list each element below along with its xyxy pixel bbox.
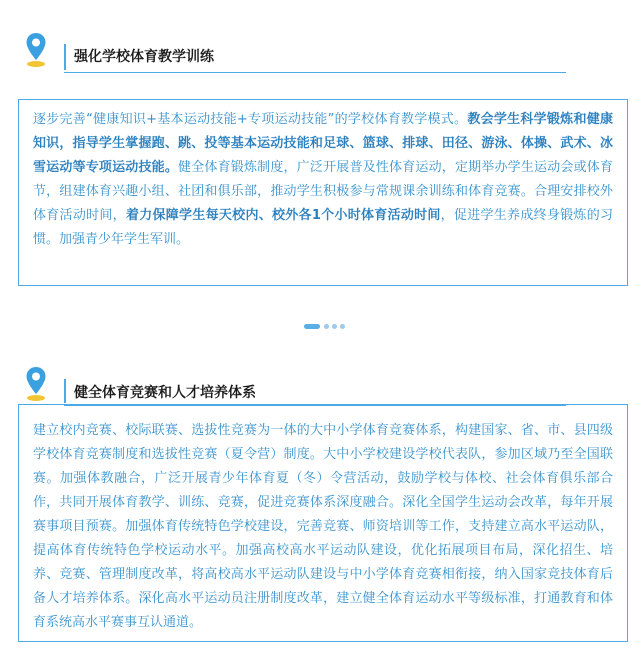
section-title: 健全体育竞赛和人才培养体系	[74, 385, 256, 401]
title-underline	[64, 72, 566, 73]
location-pin-icon	[25, 366, 47, 402]
location-pin-icon	[25, 32, 47, 68]
text-run-bold: 教会学生科学锻炼和健康知识，指导学生掌握跑、跳、投等基本运动技能和足球、篮球、排球、田径、游泳、体操、武术、冰雪运动等专项运动技能。	[33, 112, 613, 175]
text-run: 健全体育锻炼制度，广泛开展普及性体育运动，定期举办学生运动会或体育节，组建体育兴趣小组、社团和俱乐部，推动学生积极参与常规课余训练和体育竞赛。合理安排校外体育活动时间，	[33, 160, 613, 223]
section-body	[18, 99, 628, 286]
section-body	[18, 404, 628, 642]
text-run: ，促进学生养成终身锻炼的习惯。加强青少年学生军训。	[33, 208, 613, 247]
section-title: 强化学校体育教学训练	[74, 49, 214, 65]
text-run: 建立校内竞赛、校际联赛、选拔性竞赛为一体的大中小学体育竞赛体系，构建国家、省、市、县四级学校体育竞赛制度和选拔性竞赛（夏令营）制度。大中小学校建设学校代表队，参加区域乃至全国联赛。加强体教融合，广泛开展青少年体育夏（冬）令营活动，鼓励学校与体校、社会体育俱乐部合作，共同开展体育教学、训练、竞赛，促进竞赛体系深度融合。深化全国学生运动会改革，每年开展赛事项目预赛。加强体育传统特色学校建设，完善竞赛、师资培训等工作，支持建立高水平运动队，提高体育传统特色学校运动水平。加强高校高水平运动队建设，优化拓展项目布局，深化招生、培养、竞赛、管理制度改革，将高校高水平运动队建设与中小学体育竞赛相衔接，纳入国家竞技体育后备人才培养体系。深化高水平运动员注册制度改革，建立健全体育运动水平等级标准，打通教育和体育系统高水平赛事互认通道。	[33, 423, 613, 630]
text-run: 逐步完善“健康知识+基本运动技能+专项运动技能”的学校体育教学模式。	[33, 112, 468, 127]
text-run-bold: 着力保障学生每天校内、校外各1个小时体育活动时间	[125, 208, 441, 223]
